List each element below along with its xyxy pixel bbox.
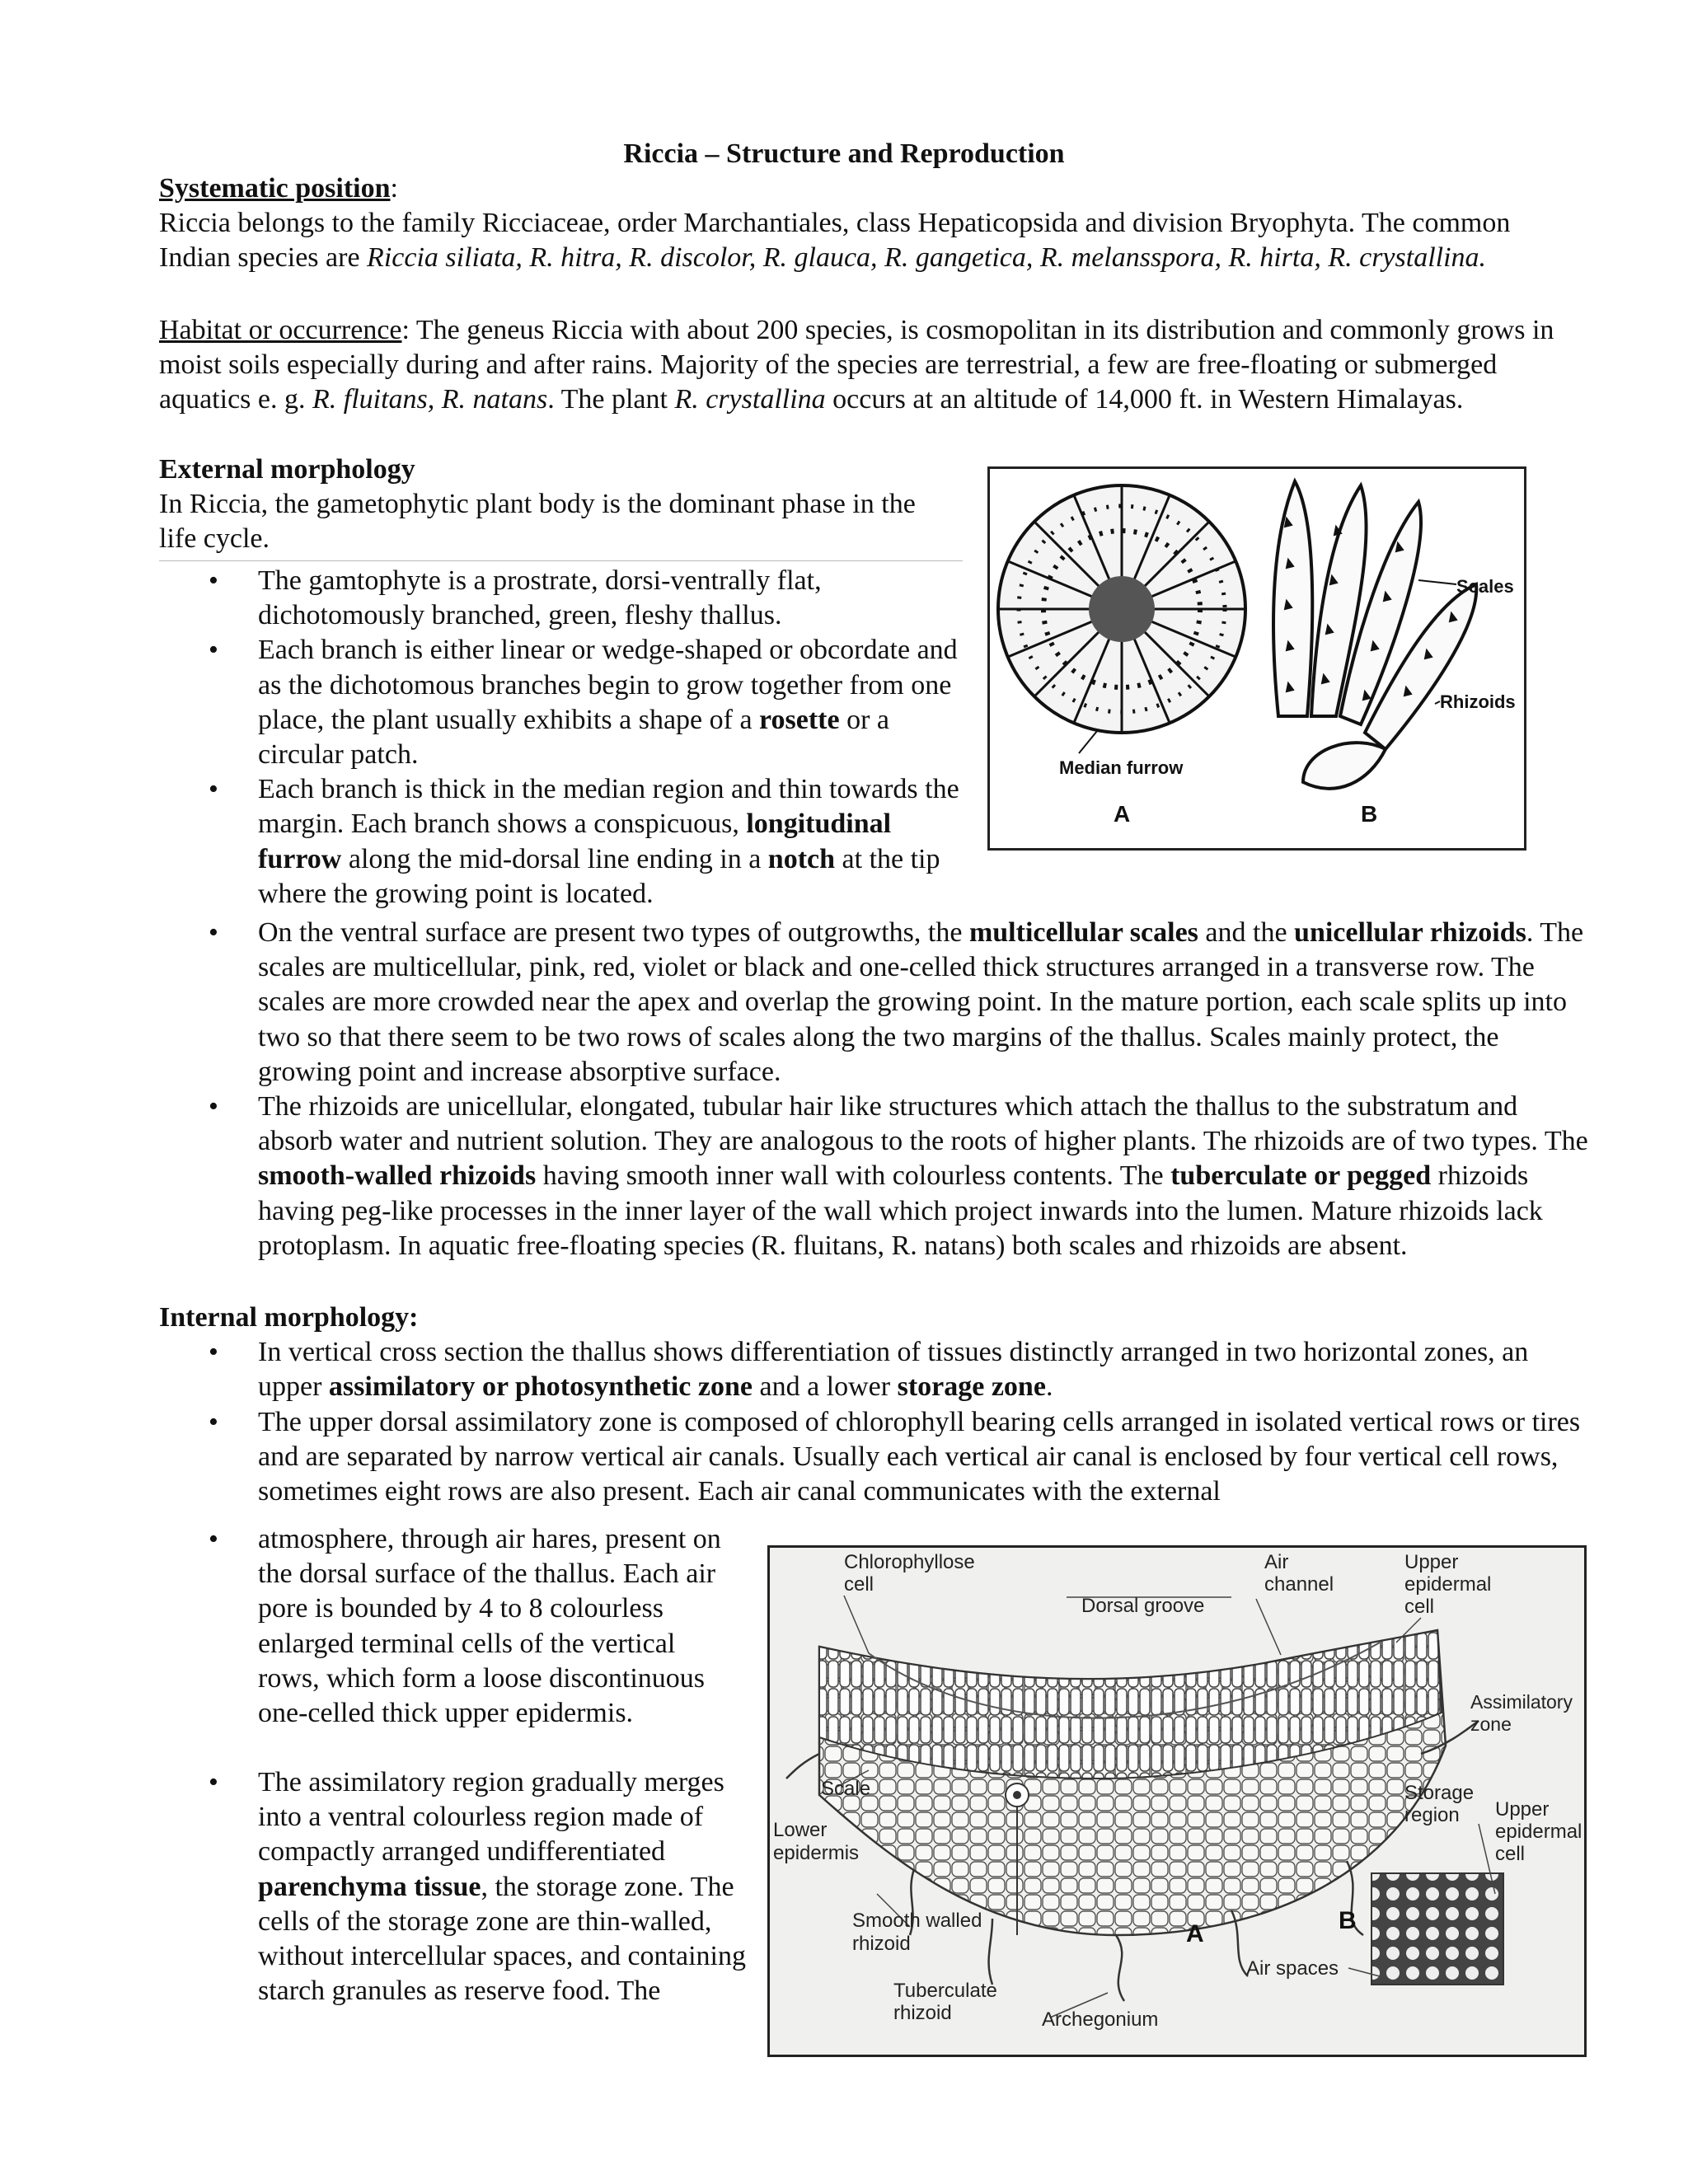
label-figure2-a: A	[1186, 1920, 1204, 1947]
label-lower: Lower	[773, 1819, 828, 1841]
internal-bullet-1-bold-1: assimilatory or photosynthetic zone	[328, 1371, 753, 1403]
divider-line	[159, 560, 963, 561]
internal-section-narrow	[159, 1522, 736, 1731]
label-figure2-b: B	[1339, 1907, 1357, 1934]
label-zone: zone	[1470, 1713, 1512, 1735]
label-epidermal-1: epidermal	[1404, 1573, 1492, 1596]
external-bullet-4-text-e: . The scales are multicellular, pink, red, violet or black and one-celled thick structures arranged in a transverse row. The scales are more crowded near the apex and overlap the growing point. In the mature portion, each scale splits up into two so that there seem to be two rows of scales along the two margins of the thallus. Scales mainly protect, the growing point and increase absorptive surface.	[258, 917, 1584, 1087]
label-storage: Storage	[1404, 1782, 1475, 1804]
external-heading: External morphology	[159, 454, 415, 485]
label-scale: Scale	[821, 1778, 871, 1800]
external-bullet-5	[159, 1090, 1589, 1263]
label-figure1-b: B	[1361, 801, 1378, 827]
label-scales: Scales	[1456, 576, 1514, 597]
external-bullet-2-bold: rosette	[759, 704, 840, 735]
external-bullet-4-bold-2: unicellular rhizoids	[1294, 917, 1526, 948]
habitat-paragraph	[159, 313, 1577, 418]
external-bullet-4-text-c: and the	[1198, 917, 1295, 948]
label-lower-epidermis: epidermis	[773, 1842, 860, 1864]
external-bullet-4-text-a: On the ventral surface are present two types of outgrowths, the	[258, 917, 969, 948]
external-bullet-1	[159, 564, 963, 633]
external-bullet-4-bold-1: multicellular scales	[968, 917, 1198, 948]
habitat-text-3: occurs at an altitude of 14,000 ft. in Western Himalayas.	[825, 384, 1464, 415]
label-dorsal-groove: Dorsal groove	[1081, 1595, 1205, 1617]
internal-bullet-1-text-e: .	[1045, 1371, 1053, 1403]
epidermis-detail-b	[1372, 1873, 1503, 1985]
internal-bullet-2	[159, 1405, 1589, 1510]
internal-bullet-2-continued	[159, 1522, 736, 1731]
external-bullet-2-text-a: Each branch is either linear or wedge-shaped or obcordate and as the dichotomous branches begin to grow together from one place, the plant usually exhibits a shape of a	[258, 635, 958, 735]
external-bullets-wide	[159, 916, 1589, 1263]
systematic-text: Riccia belongs to the family Ricciaceae, order Marchantiales, class Hepaticopsida and division Bryophyta. The common Indian species are	[159, 208, 1511, 274]
external-bullet-3-bold-2: notch	[767, 843, 836, 874]
systematic-species: Riccia siliata, R. hitra, R. discolor, R. glauca, R. gangetica, R. melansspora, R. hirta, R. crystallina.	[367, 242, 1487, 274]
label-assimilatory: Assimilatory	[1470, 1691, 1573, 1713]
label-median-furrow: Median furrow	[1059, 757, 1184, 778]
internal-section-narrow-2	[159, 1765, 748, 2008]
label-air-channel: channel	[1264, 1573, 1334, 1596]
label-air-spaces: Air spaces	[1246, 1957, 1339, 1980]
habitat-text-1: : The geneus Riccia with about 200 species, is cosmopolitan in its distribution and commonly grows in moist soils especially during and after rains. Majority of the species are terrestrial, a few are free-floating or submerged aquatics e. g.	[159, 315, 1554, 415]
external-bullet-2	[159, 633, 963, 772]
internal-bullet-2-text-b: atmosphere, through air hares, present on the dorsal surface of the thallus. Each air pore is bounded by 4 to 8 colourless enlarged terminal cells of the vertical rows, which form a loose discontinuous one-celled thick upper epidermis.	[258, 1524, 721, 1729]
external-bullet-1-text: The gamtophyte is a prostrate, dorsi-ventrally flat, dichotomously branched, green, fleshy thallus.	[258, 565, 822, 631]
page-title: Riccia – Structure and Reproduction	[623, 138, 1065, 169]
internal-bullet-1-text-a: In vertical cross section the thallus shows differentiation of tissues distinctly arranged in two horizontal zones, an upper	[258, 1337, 1529, 1403]
internal-bullet-3-bold: parenchyma tissue	[258, 1871, 481, 1902]
label-rhizoid-2: rhizoid	[893, 2002, 952, 2024]
external-bullet-3-text-a: Each branch is thick in the median region and thin towards the margin. Each branch shows a conspicuous,	[258, 774, 959, 840]
label-chlorophyllose: Chlorophyllose	[844, 1551, 975, 1573]
external-bullet-5-text-a: The rhizoids are unicellular, elongated, tubular hair like structures which attach the thallus to the substratum and absorb water and nutrient solution. They are analogous to the roots of higher plants. The rhizoids are of two types. The	[258, 1091, 1588, 1157]
rosette-drawing	[998, 485, 1245, 733]
internal-bullet-1-bold-2: storage zone	[897, 1371, 1046, 1403]
systematic-heading: Systematic position	[159, 173, 391, 204]
label-tuberculate: Tuberculate	[893, 1980, 997, 2002]
habitat-text-2: . The plant	[547, 384, 675, 415]
habitat-species-2: R. crystallina	[674, 384, 826, 415]
label-air: Air	[1264, 1551, 1289, 1573]
systematic-paragraph	[159, 206, 1577, 275]
external-bullet-3-text-e: at the tip where the growing point is located.	[258, 843, 940, 909]
cross-section-illustration	[770, 1548, 1584, 2055]
external-intro-block	[159, 452, 959, 557]
internal-bullet-2-text-a: The upper dorsal assimilatory zone is composed of chlorophyll bearing cells arranged in isolated vertical rows or tires and are separated by narrow vertical air canals. Usually each vertical air canal is enclosed by four vertical cell rows, sometimes eight rows are also present. Each air canal communicates with the external	[258, 1406, 1581, 1507]
internal-bullet-1-text-c: and a lower	[753, 1371, 898, 1403]
external-bullet-4	[159, 916, 1589, 1090]
external-bullet-5-text-c: having smooth inner wall with colourless contents. The	[536, 1160, 1171, 1192]
internal-bullet-3-text-c: , the storage zone. The cells of the storage zone are thin-walled, without intercellular spaces, and containing starch granules as reserve food. The	[258, 1871, 746, 2007]
label-upper-2: Upper	[1495, 1798, 1550, 1821]
label-archegonium: Archegonium	[1042, 2008, 1159, 2031]
thallus-illustration	[990, 469, 1524, 848]
systematic-section	[159, 171, 1577, 276]
systematic-colon: :	[390, 173, 398, 204]
internal-bullet-3-text-a: The assimilatory region gradually merges into a ventral colourless region made of compactly arranged undifferentiated	[258, 1767, 724, 1868]
internal-bullet-1	[159, 1335, 1589, 1404]
external-bullet-5-bold-2: tuberculate or pegged	[1170, 1160, 1432, 1192]
internal-heading: Internal morphology:	[159, 1302, 419, 1333]
label-smooth-walled: Smooth walled	[852, 1910, 982, 1932]
habitat-heading: Habitat or occurrence	[159, 315, 402, 345]
external-bullets-narrow	[159, 564, 963, 912]
figure-thallus	[987, 466, 1526, 851]
external-bullet-5-text-e: rhizoids having peg-like processes in the inner layer of the wall which project inwards into the lumen. Mature rhizoids lack protoplasm. In aquatic free-floating species (R. fluitans, R. natans) both scales and rhizoids are absent.	[258, 1160, 1543, 1261]
label-region: region	[1404, 1804, 1460, 1826]
internal-bullet-3	[159, 1765, 748, 2008]
label-chlorophyllose-cell: cell	[844, 1573, 874, 1596]
label-cell-1: cell	[1404, 1596, 1435, 1618]
label-figure1-a: A	[1114, 801, 1131, 827]
label-epidermal-2: epidermal	[1495, 1821, 1582, 1843]
external-bullet-5-bold-1: smooth-walled rhizoids	[258, 1160, 537, 1192]
label-upper-1: Upper	[1404, 1551, 1459, 1573]
external-bullet-3-bold-1: longitudinal furrow	[258, 808, 892, 874]
external-intro: In Riccia, the gametophytic plant body is the dominant phase in the life cycle.	[159, 489, 916, 555]
external-bullet-3-text-c: along the mid-dorsal line ending in a	[341, 843, 768, 874]
label-rhizoid-1: rhizoid	[852, 1933, 911, 1955]
label-rhizoids: Rhizoids	[1440, 691, 1516, 712]
habitat-species-1: R. fluitans, R. natans	[312, 384, 548, 415]
internal-section-wide	[159, 1301, 1589, 1509]
figure-cross-section	[767, 1545, 1587, 2057]
external-bullet-3	[159, 772, 963, 912]
label-cell-2: cell	[1495, 1843, 1526, 1865]
external-bullet-2-text-c: or a circular patch.	[258, 704, 890, 771]
thallus-section	[819, 1630, 1446, 1935]
ventral-branch-drawing	[1273, 481, 1476, 789]
